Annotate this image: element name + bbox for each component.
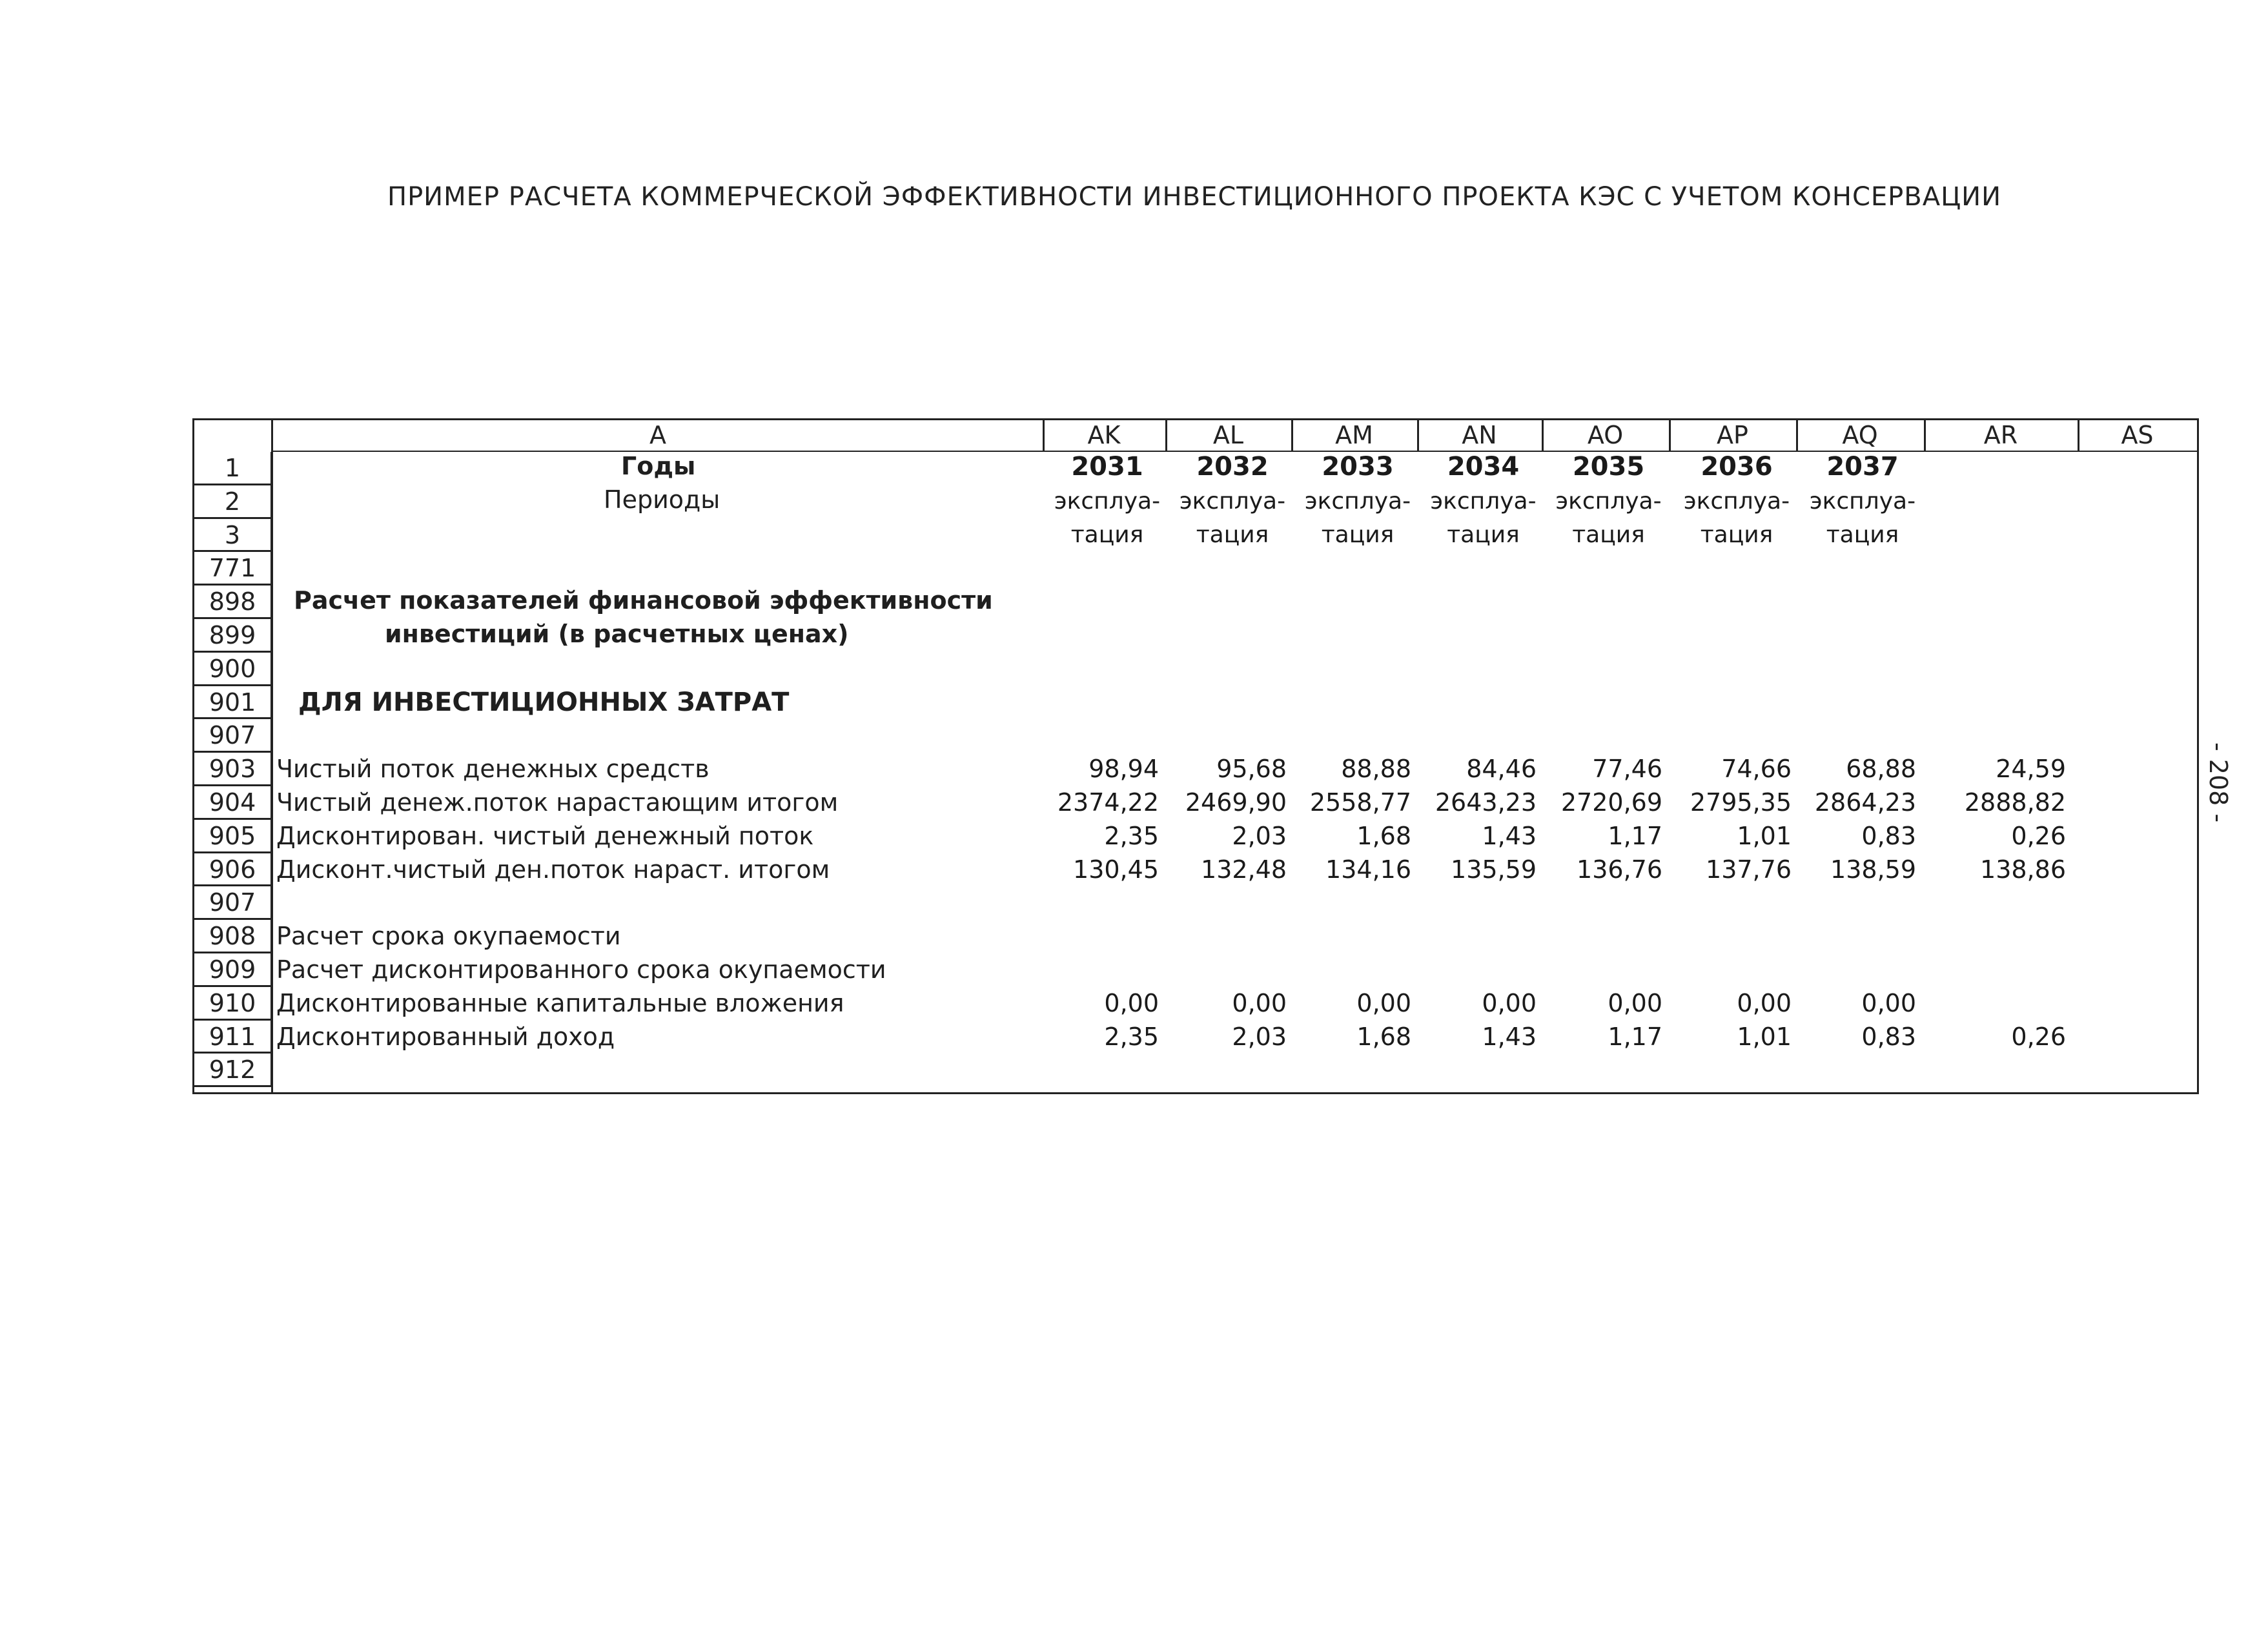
row-label: Дисконтирован. чистый денежный поток: [276, 821, 814, 850]
value-cell: 1,68: [1356, 821, 1411, 850]
year-cell: 2034: [1447, 452, 1520, 482]
value-cell: 0,00: [1232, 988, 1287, 1017]
row-number: 899: [192, 619, 272, 653]
row-number: 2: [192, 485, 272, 519]
value-cell: 2374,22: [1057, 788, 1159, 817]
value-cell: 1,43: [1482, 821, 1537, 850]
value-cell: 1,68: [1356, 1022, 1411, 1051]
period-cell-line1: эксплуа-: [1683, 487, 1790, 514]
row-number: 903: [192, 753, 272, 786]
row-number: 1: [192, 452, 272, 485]
col-header-aq: AQ: [1842, 421, 1878, 449]
row-number: 908: [192, 920, 272, 953]
value-cell: 2469,90: [1185, 788, 1287, 817]
period-cell-line2: тация: [1196, 521, 1269, 548]
value-cell: 0,00: [1737, 988, 1792, 1017]
col-header-a: A: [649, 421, 666, 449]
row-label: Дисконтированные капитальные вложения: [276, 988, 844, 1017]
section-heading-line1: Расчет показателей финансовой эффективности: [294, 586, 993, 615]
value-cell: 0,83: [1861, 1022, 1916, 1051]
year-cell: 2037: [1826, 452, 1899, 482]
value-cell: 1,01: [1737, 1022, 1792, 1051]
col-header-ap: AP: [1717, 421, 1748, 449]
value-cell: 1,17: [1608, 821, 1662, 850]
value-cell: 2795,35: [1690, 788, 1792, 817]
value-cell: 138,59: [1830, 855, 1916, 884]
value-cell: 2864,23: [1814, 788, 1916, 817]
period-cell-line1: эксплуа-: [1054, 487, 1161, 514]
col-header-ar: AR: [1983, 421, 2018, 449]
row-number: 900: [192, 653, 272, 686]
value-cell: 2,35: [1104, 821, 1159, 850]
value-cell: 1,01: [1737, 821, 1792, 850]
row-number: 904: [192, 786, 272, 820]
value-cell: 2643,23: [1435, 788, 1537, 817]
col-header-divider: [1796, 418, 1798, 451]
col-header-divider: [2078, 418, 2079, 451]
period-cell-line2: тация: [1447, 521, 1520, 548]
value-cell: 74,66: [1721, 755, 1792, 784]
value-cell: 84,46: [1466, 755, 1537, 784]
row-number: 911: [192, 1021, 272, 1054]
period-cell-line2: тация: [1572, 521, 1645, 548]
col-header-divider: [1542, 418, 1544, 451]
col-header-ak: AK: [1087, 421, 1121, 449]
row-number: 3: [192, 519, 272, 553]
col-header-divider: [1043, 418, 1045, 451]
year-cell: 2033: [1322, 452, 1394, 482]
period-cell-line2: тация: [1826, 521, 1899, 548]
value-cell: 24,59: [1996, 755, 2066, 784]
row-number: 901: [192, 686, 272, 720]
period-cell-line1: эксплуа-: [1179, 487, 1286, 514]
row-number: 907: [192, 886, 272, 920]
row-label: Дисконт.чистый ден.поток нараст. итогом: [276, 855, 830, 884]
value-cell: 2888,82: [1964, 788, 2066, 817]
value-cell: 0,00: [1356, 988, 1411, 1017]
period-cell-line2: тация: [1070, 521, 1144, 548]
row-number: 905: [192, 820, 272, 853]
value-cell: 0,26: [2011, 1022, 2066, 1051]
col-header-an: AN: [1462, 421, 1497, 449]
value-cell: 0,00: [1861, 988, 1916, 1017]
row-label: Расчет дисконтированного срока окупаемости: [276, 955, 886, 984]
table-right-border: [2197, 418, 2199, 1094]
col-header-al: AL: [1212, 421, 1244, 449]
row-label: Расчет срока окупаемости: [276, 922, 621, 951]
value-cell: 1,43: [1482, 1022, 1537, 1051]
section-subheading: ДЛЯ ИНВЕСТИЦИОННЫХ ЗАТРАТ: [298, 688, 790, 717]
value-cell: 2720,69: [1560, 788, 1662, 817]
page-number-text: - 208 -: [2204, 742, 2232, 823]
period-cell-line1: эксплуа-: [1430, 487, 1537, 514]
value-cell: 2,03: [1232, 1022, 1287, 1051]
value-cell: 0,00: [1608, 988, 1662, 1017]
value-cell: 136,76: [1577, 855, 1662, 884]
row-label: Чистый поток денежных средств: [276, 755, 710, 784]
value-cell: 137,76: [1706, 855, 1792, 884]
year-cell: 2031: [1071, 452, 1143, 482]
value-cell: 134,16: [1325, 855, 1411, 884]
col-header-divider: [1924, 418, 1926, 451]
value-cell: 95,68: [1216, 755, 1287, 784]
col-header-as: AS: [2121, 421, 2154, 449]
value-cell: 130,45: [1073, 855, 1159, 884]
period-cell-line1: эксплуа-: [1304, 487, 1411, 514]
year-cell: 2035: [1572, 452, 1645, 482]
value-cell: 2558,77: [1309, 788, 1411, 817]
period-cell-line2: тация: [1700, 521, 1773, 548]
value-cell: 138,86: [1980, 855, 2066, 884]
value-cell: 0,83: [1861, 821, 1916, 850]
period-cell-line1: эксплуа-: [1555, 487, 1662, 514]
years-label: Годы: [621, 452, 696, 480]
period-cell-line2: тация: [1321, 521, 1395, 548]
row-number: 910: [192, 987, 272, 1021]
year-cell: 2032: [1196, 452, 1269, 482]
value-cell: 0,26: [2011, 821, 2066, 850]
value-cell: 68,88: [1846, 755, 1916, 784]
section-heading-line2: инвестиций (в расчетных ценах): [385, 620, 849, 648]
row-number: 909: [192, 953, 272, 987]
value-cell: 2,03: [1232, 821, 1287, 850]
period-cell-line1: эксплуа-: [1809, 487, 1916, 514]
value-cell: 135,59: [1451, 855, 1537, 884]
value-cell: 0,00: [1482, 988, 1537, 1017]
row-label: Чистый денеж.поток нарастающим итогом: [276, 788, 839, 817]
value-cell: 88,88: [1341, 755, 1411, 784]
value-cell: 2,35: [1104, 1022, 1159, 1051]
row-number: 907: [192, 719, 272, 753]
col-header-divider: [1417, 418, 1419, 451]
row-number: 906: [192, 853, 272, 887]
col-header-divider: [1669, 418, 1671, 451]
row-label: Дисконтированный доход: [276, 1022, 615, 1051]
row-number: 898: [192, 586, 272, 619]
col-header-divider: [1165, 418, 1167, 451]
value-cell: 77,46: [1592, 755, 1662, 784]
value-cell: 132,48: [1201, 855, 1287, 884]
row-number: 912: [192, 1054, 272, 1087]
periods-label: Периоды: [604, 485, 720, 514]
value-cell: 0,00: [1104, 988, 1159, 1017]
value-cell: 1,17: [1608, 1022, 1662, 1051]
year-cell: 2036: [1701, 452, 1773, 482]
row-number: 771: [192, 552, 272, 586]
table-bottom-border: [192, 1092, 2199, 1094]
value-cell: 98,94: [1088, 755, 1159, 784]
document-title: ПРИМЕР РАСЧЕТА КОММЕРЧЕСКОЙ ЭФФЕКТИВНОСТИ ИНВЕСТИЦИОННОГО ПРОЕКТА КЭС С УЧЕТОМ КОНСЕРВАЦИИ: [387, 182, 2002, 212]
col-header-ao: AO: [1587, 421, 1624, 449]
col-header-am: AM: [1335, 421, 1373, 449]
col-header-divider: [1291, 418, 1293, 451]
